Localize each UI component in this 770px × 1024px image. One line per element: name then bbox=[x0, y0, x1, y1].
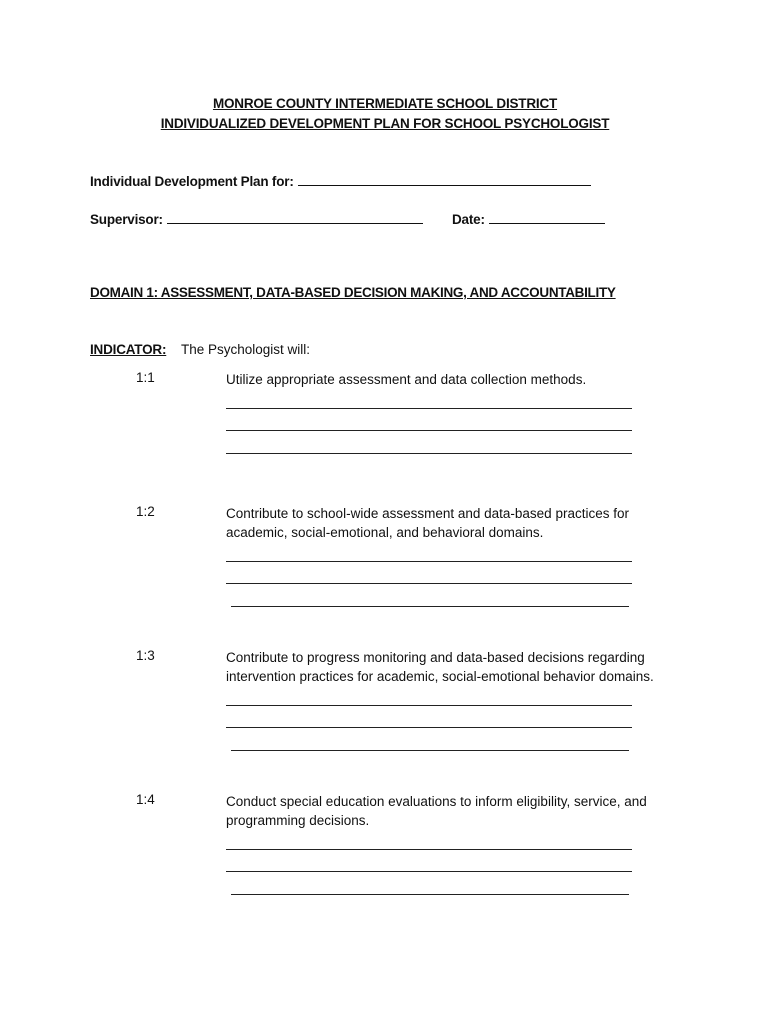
item-description: Conduct special education evaluations to inform eligibility, service, and programming decisions. bbox=[226, 794, 647, 828]
item-description: Contribute to progress monitoring and data-based decisions regarding intervention practices for academic, social-emotional behavior domains. bbox=[226, 650, 654, 684]
response-line[interactable] bbox=[231, 606, 629, 607]
date-label: Date: bbox=[452, 212, 485, 227]
item-description: Contribute to school-wide assessment and data-based practices for academic, social-emotional, and behavioral domains. bbox=[226, 506, 629, 540]
response-line[interactable] bbox=[226, 453, 632, 454]
indicator-intro: The Psychologist will: bbox=[181, 342, 311, 357]
indicator-label: INDICATOR: bbox=[90, 342, 167, 357]
district-title: MONROE COUNTY INTERMEDIATE SCHOOL DISTRICT bbox=[212, 96, 558, 111]
response-line[interactable] bbox=[231, 750, 629, 751]
response-line[interactable] bbox=[226, 583, 632, 584]
item-number: 1:1 bbox=[136, 370, 155, 385]
date-field bbox=[452, 210, 605, 227]
item-number: 1:3 bbox=[136, 648, 155, 663]
response-line[interactable] bbox=[226, 408, 632, 409]
supervisor-field bbox=[90, 210, 423, 227]
plan-for-blank[interactable] bbox=[298, 172, 591, 186]
item-number: 1:4 bbox=[136, 792, 155, 807]
domain-heading: DOMAIN 1: ASSESSMENT, DATA-BASED DECISION MAKING, AND ACCOUNTABILITY bbox=[90, 285, 616, 300]
response-line[interactable] bbox=[231, 894, 629, 895]
item-description: Utilize appropriate assessment and data collection methods. bbox=[226, 372, 587, 387]
response-line[interactable] bbox=[226, 849, 632, 850]
response-line[interactable] bbox=[226, 705, 632, 706]
plan-title: INDIVIDUALIZED DEVELOPMENT PLAN FOR SCHOOL PSYCHOLOGIST bbox=[160, 116, 610, 131]
response-line[interactable] bbox=[226, 727, 632, 728]
date-blank[interactable] bbox=[489, 210, 605, 224]
response-line[interactable] bbox=[226, 561, 632, 562]
plan-for-label: Individual Development Plan for: bbox=[90, 174, 294, 189]
plan-for-field bbox=[90, 172, 591, 189]
response-line[interactable] bbox=[226, 430, 632, 431]
item-number: 1:2 bbox=[136, 504, 155, 519]
supervisor-label: Supervisor: bbox=[90, 212, 163, 227]
response-line[interactable] bbox=[226, 871, 632, 872]
supervisor-blank[interactable] bbox=[167, 210, 423, 224]
